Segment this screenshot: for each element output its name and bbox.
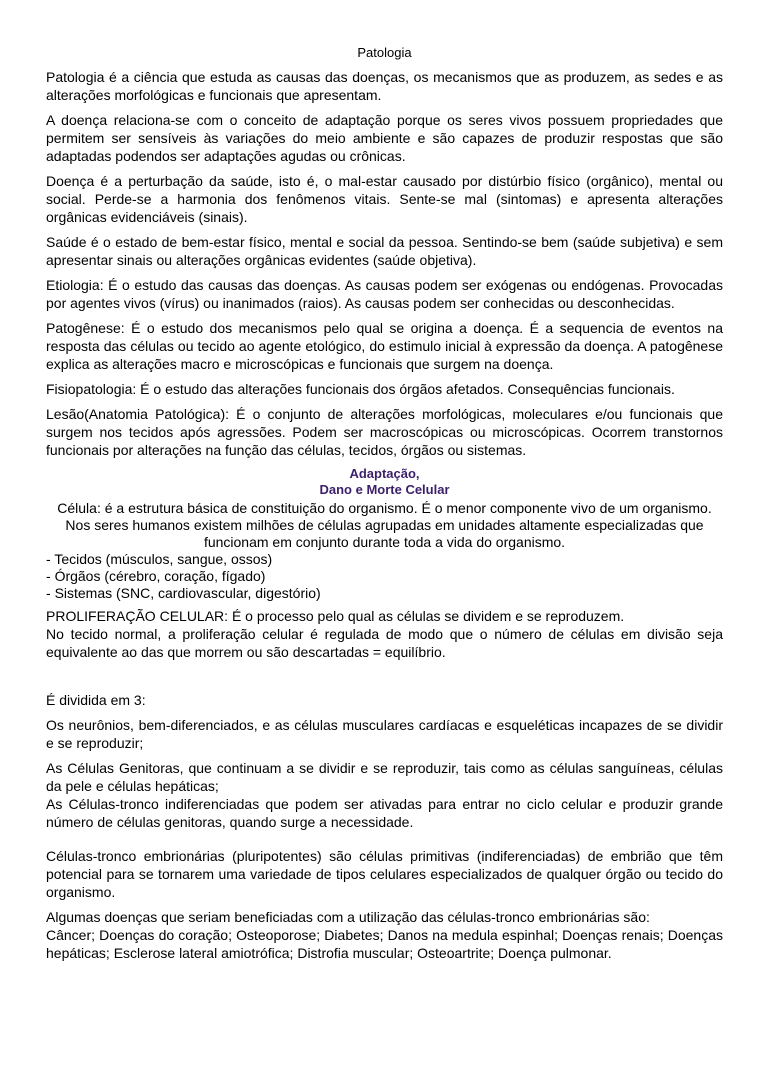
page-title: Patologia	[357, 45, 412, 60]
blank-spacer-small	[46, 838, 723, 847]
list-item-tecidos: - Tecidos (músculos, sangue, ossos)	[46, 551, 723, 568]
paragraph-dividida: É dividida em 3:	[46, 692, 146, 708]
paragraph-celulas-tronco: As Células-tronco indiferenciadas que podem ser ativadas para entrar no ciclo celular e produzir grande número de células genitoras, quando surge a necessidade.	[46, 796, 723, 830]
paragraph-genitoras: As Células Genitoras, que continuam a se dividir e se reproduzir, tais como as células sanguíneas, células da pele e células hepáticas;	[46, 760, 723, 794]
paragraph-proliferacao-title: PROLIFERAÇÃO CELULAR: É o processo pelo qual as células se dividem e se reproduzem.	[46, 608, 625, 624]
document-page	[46, 44, 723, 969]
paragraph-patogenese: Patogênese: É o estudo dos mecanismos pelo qual se origina a doença. É a sequencia de eventos na resposta das células ou tecido ao agente etológico, do estimulo inicial à expressão da doença. A patogênese explica as alterações macro e microscópicas e funcionais que surgem na doença.	[46, 320, 723, 372]
organization-list	[46, 551, 723, 602]
list-item-sistemas: - Sistemas (SNC, cardiovascular, digestório)	[46, 585, 723, 602]
paragraph-doenca-adaptacao: A doença relaciona-se com o conceito de adaptação porque os seres vivos possuem propriedades que permitem ser sensíveis às variações do meio ambiente e são capazes de produzir respostas que são adaptadas podendos ser adaptações agudas ou crônicas.	[46, 112, 723, 164]
paragraph-doencas-intro: Algumas doenças que seriam beneficiadas com a utilização das células-tronco embrionárias são:	[46, 909, 650, 925]
list-item-orgaos: - Órgãos (cérebro, coração, fígado)	[46, 568, 723, 585]
section-heading-line2: Dano e Morte Celular	[319, 482, 450, 497]
paragraph-doenca: Doença é a perturbação da saúde, isto é, o mal-estar causado por distúrbio físico (orgânico), mental ou social. Perde-se a harmonia dos fenômenos vitais. Sente-se mal (sintomas) e apresenta alterações orgânicas evidenciáveis (sinais).	[46, 173, 723, 225]
paragraph-fisiopatologia: Fisiopatologia: É o estudo das alterações funcionais dos órgãos afetados. Consequências funcionais.	[46, 381, 675, 397]
paragraph-patologia: Patologia é a ciência que estuda as causas das doenças, os mecanismos que as produzem, as sedes e as alterações morfológicas e funcionais que apresentam.	[46, 69, 723, 103]
paragraph-neuronios: Os neurônios, bem-diferenciados, e as células musculares cardíacas e esqueléticas incapazes de se dividir e se reproduzir;	[46, 717, 723, 751]
paragraph-doencas-lista: Câncer; Doenças do coração; Osteoporose; Diabetes; Danos na medula espinhal; Doenças renais; Doenças hepáticas; Esclerose lateral amiotrófica; Distrofia muscular; Osteoartrite; Doença pulmonar.	[46, 927, 723, 961]
paragraph-celula: Célula: é a estrutura básica de constituição do organismo. É o menor componente vivo de um organismo. Nos seres humanos existem milhões de células agrupadas em unidades altamente especializadas que funcionam em conjunto durante toda a vida do organismo.	[57, 500, 712, 550]
paragraph-proliferacao: No tecido normal, a proliferação celular é regulada de modo que o número de células em divisão seja equivalente ao das que morrem ou são descartadas = equilíbrio.	[46, 626, 723, 660]
paragraph-etiologia: Etiologia: É o estudo das causas das doenças. As causas podem ser exógenas ou endógenas. Provocadas por agentes vivos (vírus) ou inanimados (raios). As causas podem ser conhecidas ou desconhecidas.	[46, 277, 723, 311]
blank-spacer	[46, 668, 723, 691]
paragraph-lesao: Lesão(Anatomia Patológica): É o conjunto de alterações morfológicas, moleculares e/ou funcionais que surgem nos tecidos após agressões. Podem ser macroscópicas ou microscópicas. Ocorrem transtornos funcionais por alterações na função das células, tecidos, órgãos ou sistemas.	[46, 406, 723, 458]
paragraph-saude: Saúde é o estado de bem-estar físico, mental e social da pessoa. Sentindo-se bem (saúde subjetiva) e sem apresentar sinais ou alterações orgânicas evidentes (saúde objetiva).	[46, 234, 723, 268]
paragraph-embrionarias: Células-tronco embrionárias (pluripotentes) são células primitivas (indiferenciadas) de embrião que têm potencial para se tornarem uma variedade de tipos celulares especializados de qualquer órgão ou tecido do organismo.	[46, 848, 723, 900]
section-heading-line1: Adaptação,	[349, 466, 420, 481]
